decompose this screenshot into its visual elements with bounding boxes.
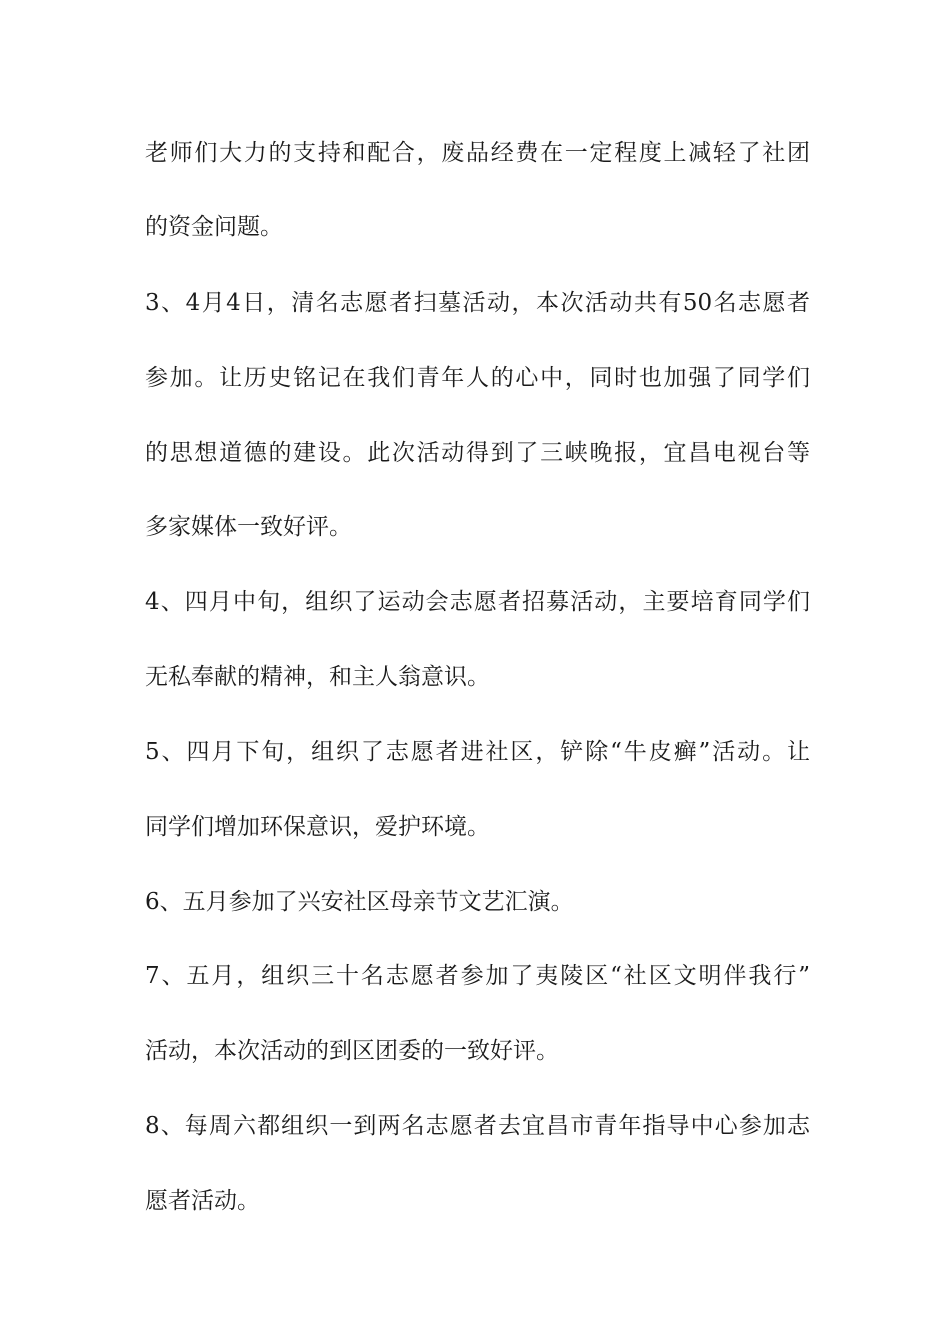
paragraph-line: 多家媒体一致好评。 <box>145 514 352 540</box>
paragraph-line: 7、五月，组织三十名志愿者参加了夷陵区“社区文明伴我行” <box>145 963 810 989</box>
paragraph-line: 4、四月中旬，组织了运动会志愿者招募活动，主要培育同学们 <box>145 589 810 615</box>
paragraph-line: 6、五月参加了兴安社区母亲节文艺汇演。 <box>145 889 574 915</box>
paragraph-line: 5、四月下旬，组织了志愿者进社区，铲除“牛皮癣”活动。让 <box>145 739 810 765</box>
paragraph-line: 3、4月4日，清名志愿者扫墓活动，本次活动共有50名志愿者 <box>145 290 810 316</box>
paragraph-line: 8、每周六都组织一到两名志愿者去宜昌市青年指导中心参加志 <box>145 1113 810 1139</box>
paragraph-line: 的资金问题。 <box>145 214 283 240</box>
paragraph-line: 参加。让历史铭记在我们青年人的心中，同时也加强了同学们 <box>145 365 810 391</box>
paragraph-line: 无私奉献的精神，和主人翁意识。 <box>145 664 490 690</box>
paragraph-line: 同学们增加环保意识，爱护环境。 <box>145 814 490 840</box>
paragraph-line: 愿者活动。 <box>145 1188 260 1214</box>
paragraph-line: 老师们大力的支持和配合，废品经费在一定程度上减轻了社团 <box>145 140 810 166</box>
paragraph-line: 活动，本次活动的到区团委的一致好评。 <box>145 1038 559 1064</box>
paragraph-line: 的思想道德的建设。此次活动得到了三峡晚报，宜昌电视台等 <box>145 440 810 466</box>
